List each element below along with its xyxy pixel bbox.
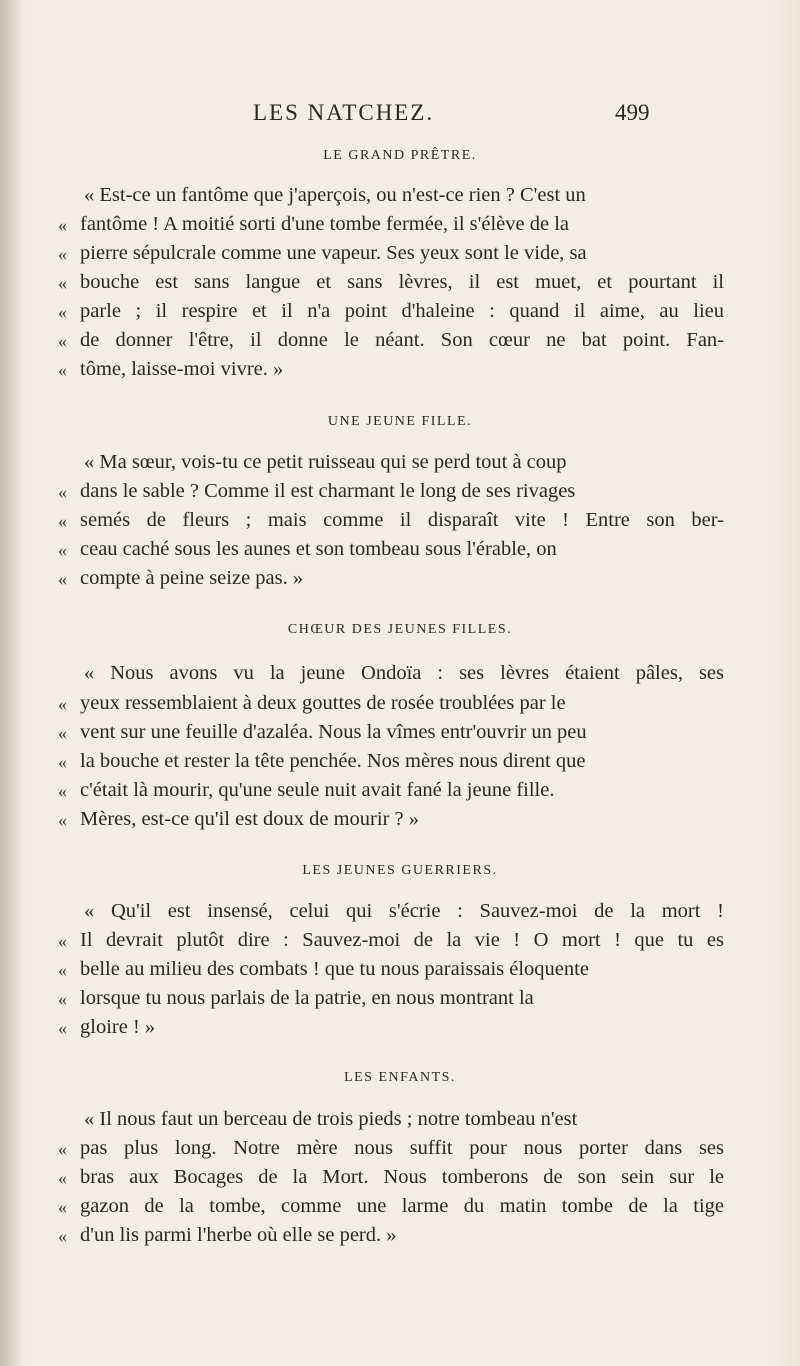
text-line: dans le sable ? Comme il est charmant le long de ses rivages (80, 480, 576, 502)
spine-shadow (0, 0, 22, 1366)
continuation-mark: « (58, 781, 67, 801)
text-line: fantôme ! A moitié sorti d'une tombe fermée, il s'élève de la (80, 213, 569, 235)
text-line: parle ; il respire et il n'a point d'haleine : quand il aime, au lieu (80, 300, 724, 322)
text-line: compte à peine seize pas. » (80, 567, 304, 589)
text-line: la bouche et rester la tête penchée. Nos mères nous dirent que (80, 750, 586, 772)
text-line: lorsque tu nous parlais de la patrie, en nous montrant la (80, 987, 534, 1009)
running-head (0, 100, 800, 130)
text-line: de donner l'être, il donne le néant. Son cœur ne bat point. Fan- (80, 329, 724, 351)
continuation-mark: « (58, 540, 67, 560)
text-line: bouche est sans langue et sans lèvres, il est muet, et pourtant il (80, 271, 724, 293)
text-line: gazon de la tombe, comme une larme du matin tombe de la tige (80, 1195, 724, 1217)
continuation-mark: « (58, 482, 67, 502)
text-line: tôme, laisse-moi vivre. » (80, 358, 284, 380)
continuation-mark: « (58, 331, 67, 351)
section-heading: UNE JEUNE FILLE. (327, 414, 473, 429)
text-line: « Il nous faut un berceau de trois pieds ; notre tombeau n'est (84, 1108, 578, 1130)
continuation-mark: « (58, 360, 67, 380)
continuation-mark: « (58, 1139, 67, 1159)
text-line: « Qu'il est insensé, celui qui s'écrie : Sauvez-moi de la mort ! (84, 900, 724, 922)
continuation-mark: « (58, 694, 67, 714)
text-line: bras aux Bocages de la Mort. Nous tomberons de son sein sur le (80, 1166, 724, 1188)
continuation-mark: « (58, 989, 67, 1009)
text-line: pas plus long. Notre mère nous suffit pour nous porter dans ses (80, 1137, 724, 1159)
text-line: « Est-ce un fantôme que j'aperçois, ou n'est-ce rien ? C'est un (84, 184, 586, 206)
text-line: c'était là mourir, qu'une seule nuit avait fané la jeune fille. (80, 779, 555, 801)
running-title: LES NATCHEZ. (253, 100, 435, 125)
text-line: yeux ressemblaient à deux gouttes de rosée troublées par le (80, 692, 566, 714)
text-line: d'un lis parmi l'herbe où elle se perd. » (80, 1224, 397, 1246)
section-heading: LE GRAND PRÊTRE. (323, 148, 477, 163)
text-line: Il devrait plutôt dire : Sauvez-moi de la vie ! O mort ! que tu es (80, 929, 724, 951)
continuation-mark: « (58, 569, 67, 589)
continuation-mark: « (58, 810, 67, 830)
continuation-mark: « (58, 960, 67, 980)
continuation-mark: « (58, 273, 67, 293)
text-line: ceau caché sous les aunes et son tombeau sous l'érable, on (80, 538, 557, 560)
text-line: Mères, est-ce qu'il est doux de mourir ? » (80, 808, 420, 830)
continuation-mark: « (58, 511, 67, 531)
continuation-mark: « (58, 1226, 67, 1246)
text-line: « Ma sœur, vois-tu ce petit ruisseau qui se perd tout à coup (84, 451, 567, 473)
continuation-mark: « (58, 215, 67, 235)
text-line: pierre sépulcrale comme une vapeur. Ses yeux sont le vide, sa (80, 242, 587, 264)
page-number: 499 (615, 100, 650, 125)
text-line: gloire ! » (80, 1016, 156, 1038)
text-line: « Nous avons vu la jeune Ondoïa : ses lèvres étaient pâles, ses (84, 662, 724, 684)
continuation-mark: « (58, 1168, 67, 1188)
continuation-mark: « (58, 244, 67, 264)
section-heading: CHŒUR DES JEUNES FILLES. (287, 622, 513, 637)
section-heading: LES ENFANTS. (344, 1070, 456, 1085)
continuation-mark: « (58, 723, 67, 743)
text-line: semés de fleurs ; mais comme il disparaît vite ! Entre son ber- (80, 509, 724, 531)
text-line: belle au milieu des combats ! que tu nous paraissais éloquente (80, 958, 589, 980)
continuation-mark: « (58, 302, 67, 322)
continuation-mark: « (58, 752, 67, 772)
continuation-mark: « (58, 931, 67, 951)
text-line: vent sur une feuille d'azaléa. Nous la vîmes entr'ouvrir un peu (80, 721, 587, 743)
continuation-mark: « (58, 1018, 67, 1038)
section-heading: LES JEUNES GUERRIERS. (302, 863, 498, 878)
continuation-mark: « (58, 1197, 67, 1217)
